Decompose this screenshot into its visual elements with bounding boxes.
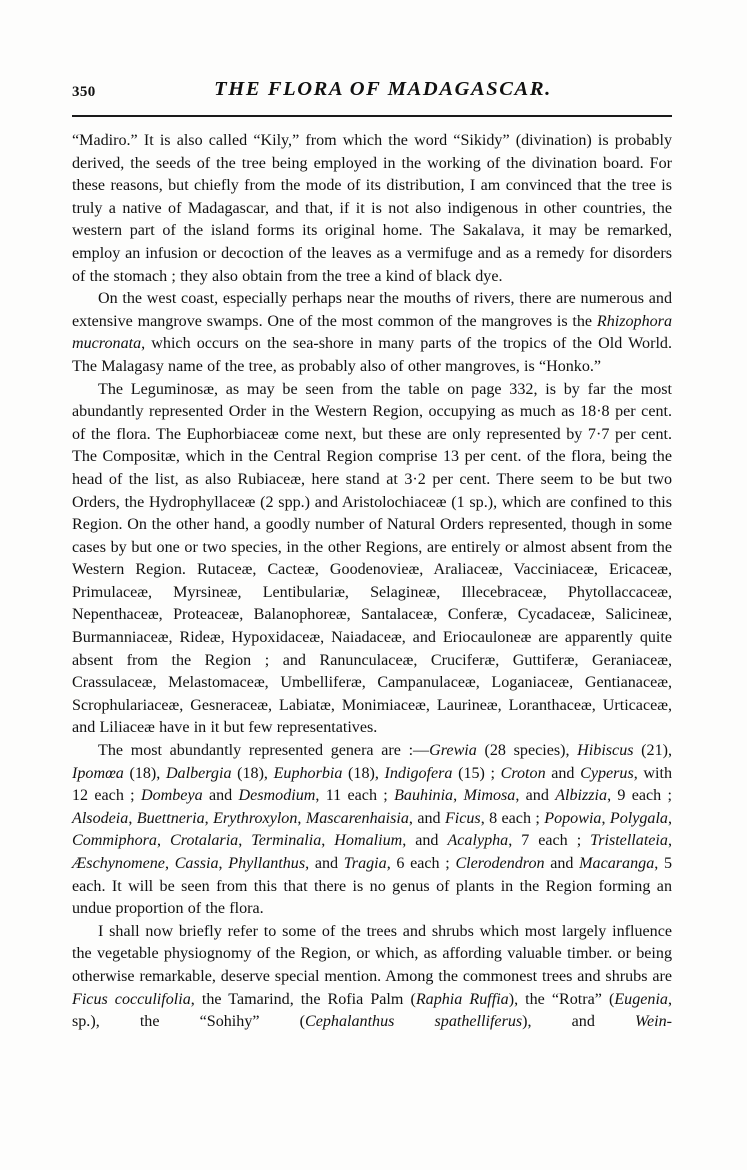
italic-term: Tragia xyxy=(343,855,387,872)
italic-term: Croton xyxy=(500,764,546,782)
text-run: , sp.), the “Sohihy” ( xyxy=(72,990,672,1031)
text-run: , which occurs on the sea-shore in many parts of the tropics of the Old World. The Malagasy name of the tree, as probably also of other mangroves, is “Honko.” xyxy=(72,335,672,375)
italic-term: Tristellateia xyxy=(590,832,668,850)
italic-term: Raphia Ruffia xyxy=(415,990,509,1008)
italic-term: Crotalaria xyxy=(169,832,239,850)
italic-term: Commiphora xyxy=(72,832,157,850)
text-run: , xyxy=(204,809,214,827)
body-text xyxy=(72,130,672,1056)
italic-term: Mimosa xyxy=(463,787,516,805)
text-run: , and xyxy=(402,832,448,850)
text-run: , the Tamarind, the Rofia Palm ( xyxy=(190,990,416,1008)
paragraph xyxy=(72,130,672,288)
running-head xyxy=(72,78,672,112)
text-run: , xyxy=(297,809,306,827)
italic-term: Ipomœa xyxy=(72,764,124,782)
paragraph xyxy=(72,288,672,378)
italic-term: Cephalanthus spathelliferus xyxy=(305,1013,523,1031)
text-run: , xyxy=(667,809,673,827)
text-run: , xyxy=(218,855,229,872)
italic-term: Popowia xyxy=(544,809,602,827)
text-run: , 7 each ; xyxy=(508,832,591,850)
italic-term: Ficus cocculifolia xyxy=(72,990,191,1008)
text-run: , 5 each. It will be seen from this that there is no genus of plants in the Region forming an undue proportion of the flora. xyxy=(72,855,673,918)
text-run: , xyxy=(238,832,252,850)
italic-term: Euphorbia xyxy=(273,764,343,782)
text-run: (18), xyxy=(342,764,385,782)
italic-term: Grewia xyxy=(429,742,477,760)
text-run: (28 species), xyxy=(476,742,578,760)
text-run: , and xyxy=(408,809,445,827)
italic-term: Æschynomene xyxy=(72,855,165,872)
text-run: , xyxy=(601,809,610,827)
italic-term: Indigofera xyxy=(384,764,453,782)
italic-term: Dalbergia xyxy=(165,764,232,782)
text-run: (18), xyxy=(231,764,274,782)
text-run: The Leguminosæ, as may be seen from the table on page 332, is by far the most abundantly represented Order in the Western Region, occupying as much as 18·8 per cent. of the flora. The Euphorbiaceæ come next, but these are only represented by 7·7 per cent. The Compositæ, which in the Central Region comprise 13 per cent. of the flora, being the head of the list, as also Rubiaceæ, here stand at 3·2 per cent. There seem to be but two Orders, the Hydrophyllaceæ (2 spp.) and Aristolochiaceæ (1 sp.), which are confined to this Region. On the other hand, a goodly number of Natural Orders represented, though in some cases by but one or two species, in the other Regions, are entirely or almost absent from the Western Region. Rutaceæ, Cacteæ, Goodenovieæ, Araliaceæ, Vacciniaceæ, Ericaceæ, Primulaceæ, Myrsineæ, Lentibulariæ, Selagineæ, Illecebraceæ, Phytollaccaceæ, Nepenthaceæ, Proteaceæ, Balanophoreæ, Santalaceæ, Conferæ, Cycadaceæ, Salicineæ, Burmanniaceæ, Rideæ, Hypoxidaceæ, Naiadaceæ, and Eriocauloneæ are apparently quite absent from the Region ; and Ranunculaceæ, Cruciferæ, Guttiferæ, Geraniaceæ, Crassulaceæ, Melastomaceæ, Umbelliferæ, Campanulaceæ, Loganiaceæ, Gentianaceæ, Scrophulariaceæ, Gesneraceæ, Labiatæ, Monimiaceæ, Laurineæ, Loranthaceæ, Urticaceæ, and Liliaceæ have in it but few representatives. xyxy=(72,380,672,737)
italic-term: Ficus xyxy=(444,809,481,827)
page-text-block xyxy=(72,78,672,1056)
italic-term: Hibiscus xyxy=(577,742,634,760)
page-number: 350 xyxy=(72,84,96,100)
running-head-title: THE FLORA OF MADAGASCAR. xyxy=(214,78,552,100)
italic-term: Desmodium xyxy=(238,787,316,805)
italic-term: Polygala xyxy=(609,809,668,827)
italic-term: Acalypha xyxy=(447,832,509,850)
text-run: , and xyxy=(515,787,556,805)
text-run: , xyxy=(321,832,335,850)
text-run: and xyxy=(202,787,239,805)
italic-term: Erythroxylon xyxy=(213,809,298,827)
italic-term: Eugenia xyxy=(614,990,668,1008)
text-run: (18), xyxy=(123,764,166,782)
italic-term: Alsodeia xyxy=(72,809,129,827)
italic-term: Albizzia xyxy=(555,787,608,805)
text-run: , 8 each ; xyxy=(480,809,545,827)
italic-term: Cyperus xyxy=(580,764,634,782)
text-run: , xyxy=(667,832,672,850)
italic-term: Mascarenhaisia xyxy=(305,809,409,827)
text-run: , 9 each ; xyxy=(607,787,672,805)
italic-term: Macaranga xyxy=(579,855,655,872)
italic-term: Homalium xyxy=(334,832,403,850)
text-run: , xyxy=(128,809,137,827)
text-run: , 11 each ; xyxy=(315,787,395,805)
paragraph xyxy=(72,740,672,921)
text-run: The most abundantly represented genera are :— xyxy=(98,742,430,760)
italic-term: Wein- xyxy=(635,1013,672,1031)
italic-term: Terminalia xyxy=(251,832,322,850)
text-run: On the west coast, especially perhaps near the mouths of rivers, there are numerous and extensive mangrove swamps. One of the most common of the mangroves is the xyxy=(72,290,672,330)
italic-term: Clerodendron xyxy=(455,855,545,872)
text-run: I shall now briefly refer to some of the trees and shrubs which most largely influence the vegetable physiognomy of the Region, or which, as affording valuable timber. or being otherwise remarkable, deserve special mention. Among the commonest trees and shrubs are xyxy=(72,922,672,985)
text-run: , xyxy=(164,855,175,872)
text-run: ), the “Rotra” ( xyxy=(508,990,615,1008)
header-rule xyxy=(72,115,672,117)
text-run: , 6 each ; xyxy=(386,855,456,872)
text-run: , xyxy=(156,832,170,850)
paragraph xyxy=(72,379,672,741)
italic-term: Bauhinia xyxy=(394,787,454,805)
italic-term: Phyllanthus xyxy=(228,855,306,872)
text-run: ), and xyxy=(522,1013,636,1031)
text-run: (21), xyxy=(633,742,673,760)
text-run: , with 12 each ; xyxy=(72,764,672,805)
italic-term: Cassia xyxy=(174,855,219,872)
text-run: (15) ; xyxy=(452,764,501,782)
text-run: and xyxy=(544,855,580,872)
text-run: , and xyxy=(305,855,344,872)
text-run: “Madiro.” It is also called “Kily,” from which the word “Sikidy” (divination) is probably derived, the seeds of the tree being employed in the working of the divination board. For these reasons, but chiefly from the mode of its distribution, I am convinced that the tree is truly a native of Madagascar, and that, if it is not also indigenous in other countries, the western part of the island forms its original home. The Sakalava, it may be remarked, employ an infusion or decoction of the leaves as a vermifuge and as a remedy for disorders of the stomach ; they also obtain from the tree a kind of black dye. xyxy=(72,132,672,285)
italic-term: Rhizophora mucronata xyxy=(72,312,672,353)
italic-term: Dombeya xyxy=(140,787,203,805)
paragraph xyxy=(72,921,672,1057)
text-run: and xyxy=(545,764,581,782)
italic-term: Buettneria xyxy=(136,809,205,827)
text-run: , xyxy=(453,787,464,805)
